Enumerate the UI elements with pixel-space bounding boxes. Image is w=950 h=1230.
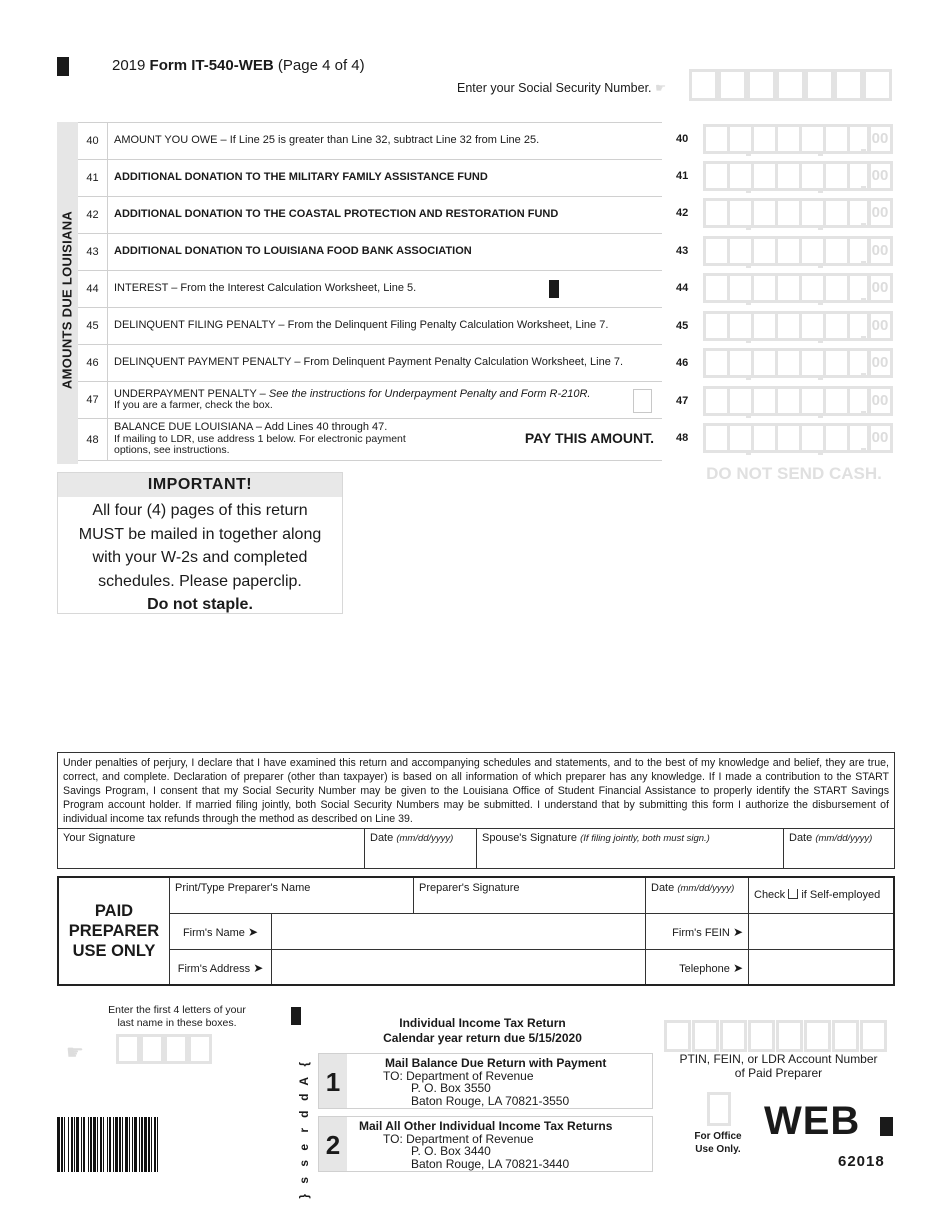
decimal-point [861, 149, 866, 154]
registration-mark [549, 280, 559, 298]
ssn-digit-box[interactable] [863, 69, 892, 101]
registration-mark [291, 1007, 301, 1025]
lines-table [78, 122, 662, 461]
amount-digit-box[interactable] [751, 236, 775, 266]
decimal-point [861, 298, 866, 303]
firm-fein-label: Firm's FEIN ➤ [646, 914, 749, 950]
amount-digit-box[interactable] [727, 124, 751, 154]
decimal-point [861, 186, 866, 191]
spouse-signature-field[interactable]: Spouse's Signature (If filing jointly, both must sign.) [477, 829, 784, 869]
spouse-date-field[interactable]: Date (mm/dd/yyyy) [789, 832, 873, 844]
farmer-checkbox[interactable] [633, 389, 652, 413]
decimal-point [861, 411, 866, 416]
thousands-separator [746, 300, 751, 305]
firm-fein-field[interactable] [749, 914, 893, 950]
thousands-separator [818, 151, 823, 156]
amount-digit-box[interactable] [727, 198, 751, 228]
line-number-right: 43 [676, 245, 689, 257]
address-1: 1 Mail Balance Due Return with Payment TO: Department of Revenue P. O. Box 3550 Baton Rouge, LA 70821-3550 [318, 1053, 653, 1109]
ssn-digit-box[interactable] [834, 69, 863, 101]
amount-digit-box[interactable] [799, 423, 823, 453]
decimal-point [861, 373, 866, 378]
amount-digit-box[interactable] [751, 348, 775, 378]
thousands-separator [818, 225, 823, 230]
amount-digit-box[interactable] [823, 348, 847, 378]
cents-box[interactable]: 00 [867, 161, 893, 191]
your-date-field[interactable]: Date (mm/dd/yyyy) [365, 829, 477, 869]
thousands-separator [818, 338, 823, 343]
line-number-right: 42 [676, 207, 689, 219]
amount-digit-box[interactable] [823, 198, 847, 228]
thousands-separator [746, 375, 751, 380]
preparer-signature-field[interactable]: Preparer's Signature [414, 878, 646, 914]
thousands-separator [746, 338, 751, 343]
amount-digit-box[interactable] [799, 124, 823, 154]
cents-box[interactable]: 00 [867, 311, 893, 341]
important-title: IMPORTANT! [58, 473, 342, 497]
arrow-right-icon: ➤ [253, 961, 264, 975]
amount-digit-box[interactable] [751, 386, 775, 416]
line-40: 40 AMOUNT YOU OWE – If Line 25 is greater than Line 32, subtract Line 32 from Line 25. [78, 123, 662, 160]
amount-digit-box[interactable] [775, 124, 799, 154]
cents-box[interactable]: 00 [867, 348, 893, 378]
thousands-separator [818, 375, 823, 380]
line-number-right: 41 [676, 170, 689, 182]
thousands-separator [818, 413, 823, 418]
telephone-label: Telephone ➤ [646, 950, 749, 984]
line-44: 44 INTEREST – From the Interest Calculation Worksheet, Line 5. [78, 271, 662, 308]
amount-digit-box[interactable] [727, 311, 751, 341]
thousands-separator [818, 188, 823, 193]
registration-mark [880, 1117, 893, 1136]
cents-box[interactable]: 00 [867, 423, 893, 453]
ssn-digit-box[interactable] [776, 69, 805, 101]
paid-preparer-title: PAID PREPARER USE ONLY [59, 878, 170, 984]
thousands-separator [746, 450, 751, 455]
ptin-digit-box[interactable] [804, 1020, 831, 1052]
ptin-digit-box[interactable] [664, 1020, 691, 1052]
amount-digit-box[interactable] [775, 161, 799, 191]
cents-box[interactable]: 00 [867, 124, 893, 154]
amount-digit-box[interactable] [775, 311, 799, 341]
amount-digit-box[interactable] [775, 198, 799, 228]
web-label: WEB [764, 1099, 861, 1143]
amount-digit-box[interactable] [751, 161, 775, 191]
office-use-box [707, 1092, 731, 1126]
line-47: 47 UNDERPAYMENT PENALTY – See the instructions for Underpayment Penalty and Form R-210R. If you are a farmer, check the box. [78, 382, 662, 419]
amount-digit-box[interactable] [751, 423, 775, 453]
amount-digit-box[interactable] [727, 161, 751, 191]
hand-pointer-icon: ☛ [66, 1042, 84, 1064]
ssn-digit-box[interactable] [718, 69, 747, 101]
amount-digit-box[interactable] [799, 236, 823, 266]
ptin-digit-box[interactable] [860, 1020, 887, 1052]
last-name-letter-box[interactable] [116, 1034, 140, 1064]
line-number-right: 46 [676, 357, 689, 369]
arrow-right-icon: ➤ [732, 961, 743, 975]
cents-box[interactable]: 00 [867, 386, 893, 416]
decimal-point [861, 223, 866, 228]
cents-box[interactable]: 00 [867, 236, 893, 266]
amount-digit-box[interactable] [703, 198, 727, 228]
line-43: 43 ADDITIONAL DONATION TO LOUISIANA FOOD BANK ASSOCIATION [78, 234, 662, 271]
ptin-digit-box[interactable] [832, 1020, 859, 1052]
firm-address-label: Firm's Address ➤ [170, 950, 272, 984]
last-name-letter-box[interactable] [164, 1034, 188, 1064]
amount-digit-box[interactable] [775, 236, 799, 266]
ssn-digit-box[interactable] [805, 69, 834, 101]
decimal-point [861, 261, 866, 266]
amount-digit-box[interactable] [799, 198, 823, 228]
amount-digit-box[interactable] [799, 348, 823, 378]
preparer-name-field[interactable]: Print/Type Preparer's Name [170, 878, 414, 914]
arrow-right-icon: ➤ [732, 925, 743, 939]
amount-digit-box[interactable] [703, 386, 727, 416]
pay-this-amount: PAY THIS AMOUNT. [524, 430, 654, 446]
amount-digit-box[interactable] [823, 423, 847, 453]
line-number-right: 44 [676, 282, 689, 294]
registration-mark [57, 57, 69, 76]
amount-digit-box[interactable] [727, 386, 751, 416]
firm-name-field[interactable] [272, 914, 646, 950]
important-box [57, 472, 343, 614]
line-number-right: 47 [676, 395, 689, 407]
ptin-digit-box[interactable] [720, 1020, 747, 1052]
cents-box[interactable]: 00 [867, 198, 893, 228]
thousands-separator [818, 450, 823, 455]
decimal-point [861, 448, 866, 453]
amount-digit-box[interactable] [751, 311, 775, 341]
last-name-letter-box[interactable] [188, 1034, 212, 1064]
thousands-separator [818, 263, 823, 268]
amount-digit-box[interactable] [823, 161, 847, 191]
amount-digit-box[interactable] [775, 273, 799, 303]
line-number-right: 40 [676, 133, 689, 145]
amount-digit-box[interactable] [823, 236, 847, 266]
amount-digit-box[interactable] [703, 236, 727, 266]
preparer-date-field[interactable]: Date (mm/dd/yyyy) [646, 878, 749, 914]
amount-digit-box[interactable] [703, 348, 727, 378]
amount-digit-box[interactable] [703, 273, 727, 303]
thousands-separator [746, 188, 751, 193]
barcode [57, 1117, 229, 1172]
thousands-separator [746, 151, 751, 156]
ptin-digit-box[interactable] [748, 1020, 775, 1052]
do-not-send-cash: DO NOT SEND CASH. [706, 464, 882, 483]
your-signature-field[interactable]: Your Signature [58, 829, 365, 869]
line-number-right: 48 [676, 432, 689, 444]
amount-digit-box[interactable] [751, 198, 775, 228]
amount-digit-box[interactable] [799, 311, 823, 341]
amount-digit-box[interactable] [775, 348, 799, 378]
amount-digit-box[interactable] [727, 273, 751, 303]
amount-digit-box[interactable] [799, 161, 823, 191]
amount-digit-box[interactable] [823, 124, 847, 154]
amount-digit-box[interactable] [751, 124, 775, 154]
form-title: 2019 Form IT-540-WEB (Page 4 of 4) [112, 57, 365, 74]
firm-name-label: Firm's Name ➤ [170, 914, 272, 950]
last-name-letter-box[interactable] [140, 1034, 164, 1064]
line-41: 41 ADDITIONAL DONATION TO THE MILITARY FAMILY ASSISTANCE FUND [78, 160, 662, 197]
address-2: 2 Mail All Other Individual Income Tax Returns TO: Department of Revenue P. O. Box 3440 Baton Rouge, LA 70821-3440 [318, 1116, 653, 1172]
amount-digit-box[interactable] [727, 236, 751, 266]
line-42: 42 ADDITIONAL DONATION TO THE COASTAL PROTECTION AND RESTORATION FUND [78, 197, 662, 234]
amount-digit-box[interactable] [727, 348, 751, 378]
amount-digit-box[interactable] [799, 273, 823, 303]
amounts-due-label: AMOUNTS DUE LOUISIANA [59, 210, 75, 390]
line-46: 46 DELINQUENT PAYMENT PENALTY – From Delinquent Payment Penalty Calculation Worksheet, Line 7. [78, 345, 662, 382]
hand-pointer-icon: ☛ [655, 81, 667, 95]
ptin-label: PTIN, FEIN, or LDR Account Number of Paid Preparer [679, 1052, 878, 1080]
return-title: Individual Income Tax Return Calendar year return due 5/15/2020 [383, 1016, 582, 1045]
amount-digit-box[interactable] [703, 161, 727, 191]
thousands-separator [746, 413, 751, 418]
thousands-separator [746, 225, 751, 230]
decimal-point [861, 336, 866, 341]
amount-digit-box[interactable] [823, 311, 847, 341]
thousands-separator [746, 263, 751, 268]
paid-preparer-block [57, 876, 895, 986]
firm-address-field[interactable] [272, 950, 646, 984]
line-number-right: 45 [676, 320, 689, 332]
form-code: 62018 [838, 1153, 885, 1170]
self-employed-field: Check if Self-employed [749, 878, 893, 914]
important-text: All four (4) pages of this return MUST be mailed in together along with your W-2s and completed schedules. Please paperclip. Do not staple. [78, 502, 322, 613]
amount-digit-box[interactable] [751, 273, 775, 303]
amount-digit-box[interactable] [703, 423, 727, 453]
office-use-label: For Office Use Only. [694, 1131, 742, 1155]
amount-digit-box[interactable] [703, 311, 727, 341]
telephone-field[interactable] [749, 950, 893, 984]
amount-digit-box[interactable] [775, 423, 799, 453]
arrow-right-icon: ➤ [248, 925, 259, 939]
self-employed-checkbox[interactable] [788, 889, 798, 899]
amount-digit-box[interactable] [823, 273, 847, 303]
last-name-label: Enter the first 4 letters of your last name in these boxes. [108, 1004, 246, 1029]
signature-block [57, 752, 895, 869]
ssn-digit-box[interactable] [747, 69, 776, 101]
cents-box[interactable]: 00 [867, 273, 893, 303]
ssn-label: Enter your Social Security Number. ☛ [457, 81, 667, 95]
ssn-digit-box[interactable] [689, 69, 718, 101]
amount-digit-box[interactable] [727, 423, 751, 453]
perjury-statement: Under penalties of perjury, I declare that I have examined this return and accompanying schedules and statements, and to the best of my knowledge and belief, they are true, correct, and complete. Declaration of preparer (other than taxpayer) is based on all information of which preparer has any knowledge. If I made a contribution to the START Savings Program, I consent that my Social Security Number may be given to the Louisiana Office of Student Financial Assistance to properly identify the START Savings Program account holder. If married filing jointly, both Social Security Numbers may be submitted. I understand that by submitting this form I authorize the disbursement of individual income tax refunds through the method as described on Line 39. [58, 753, 894, 829]
amount-digit-box[interactable] [775, 386, 799, 416]
amount-digit-box[interactable] [823, 386, 847, 416]
amount-digit-box[interactable] [799, 386, 823, 416]
ptin-digit-box[interactable] [776, 1020, 803, 1052]
line-48: 48 BALANCE DUE LOUISIANA – Add Lines 40 through 47. If mailing to LDR, use address 1 below. For electronic payment options, see instructions. PAY THIS AMOUNT. [78, 419, 662, 461]
line-45: 45 DELINQUENT FILING PENALTY – From the Delinquent Filing Penalty Calculation Worksheet, Line 7. [78, 308, 662, 345]
ptin-digit-box[interactable] [692, 1020, 719, 1052]
address-label: { A d d r e s s } [296, 1061, 311, 1199]
amount-digit-box[interactable] [703, 124, 727, 154]
thousands-separator [818, 300, 823, 305]
